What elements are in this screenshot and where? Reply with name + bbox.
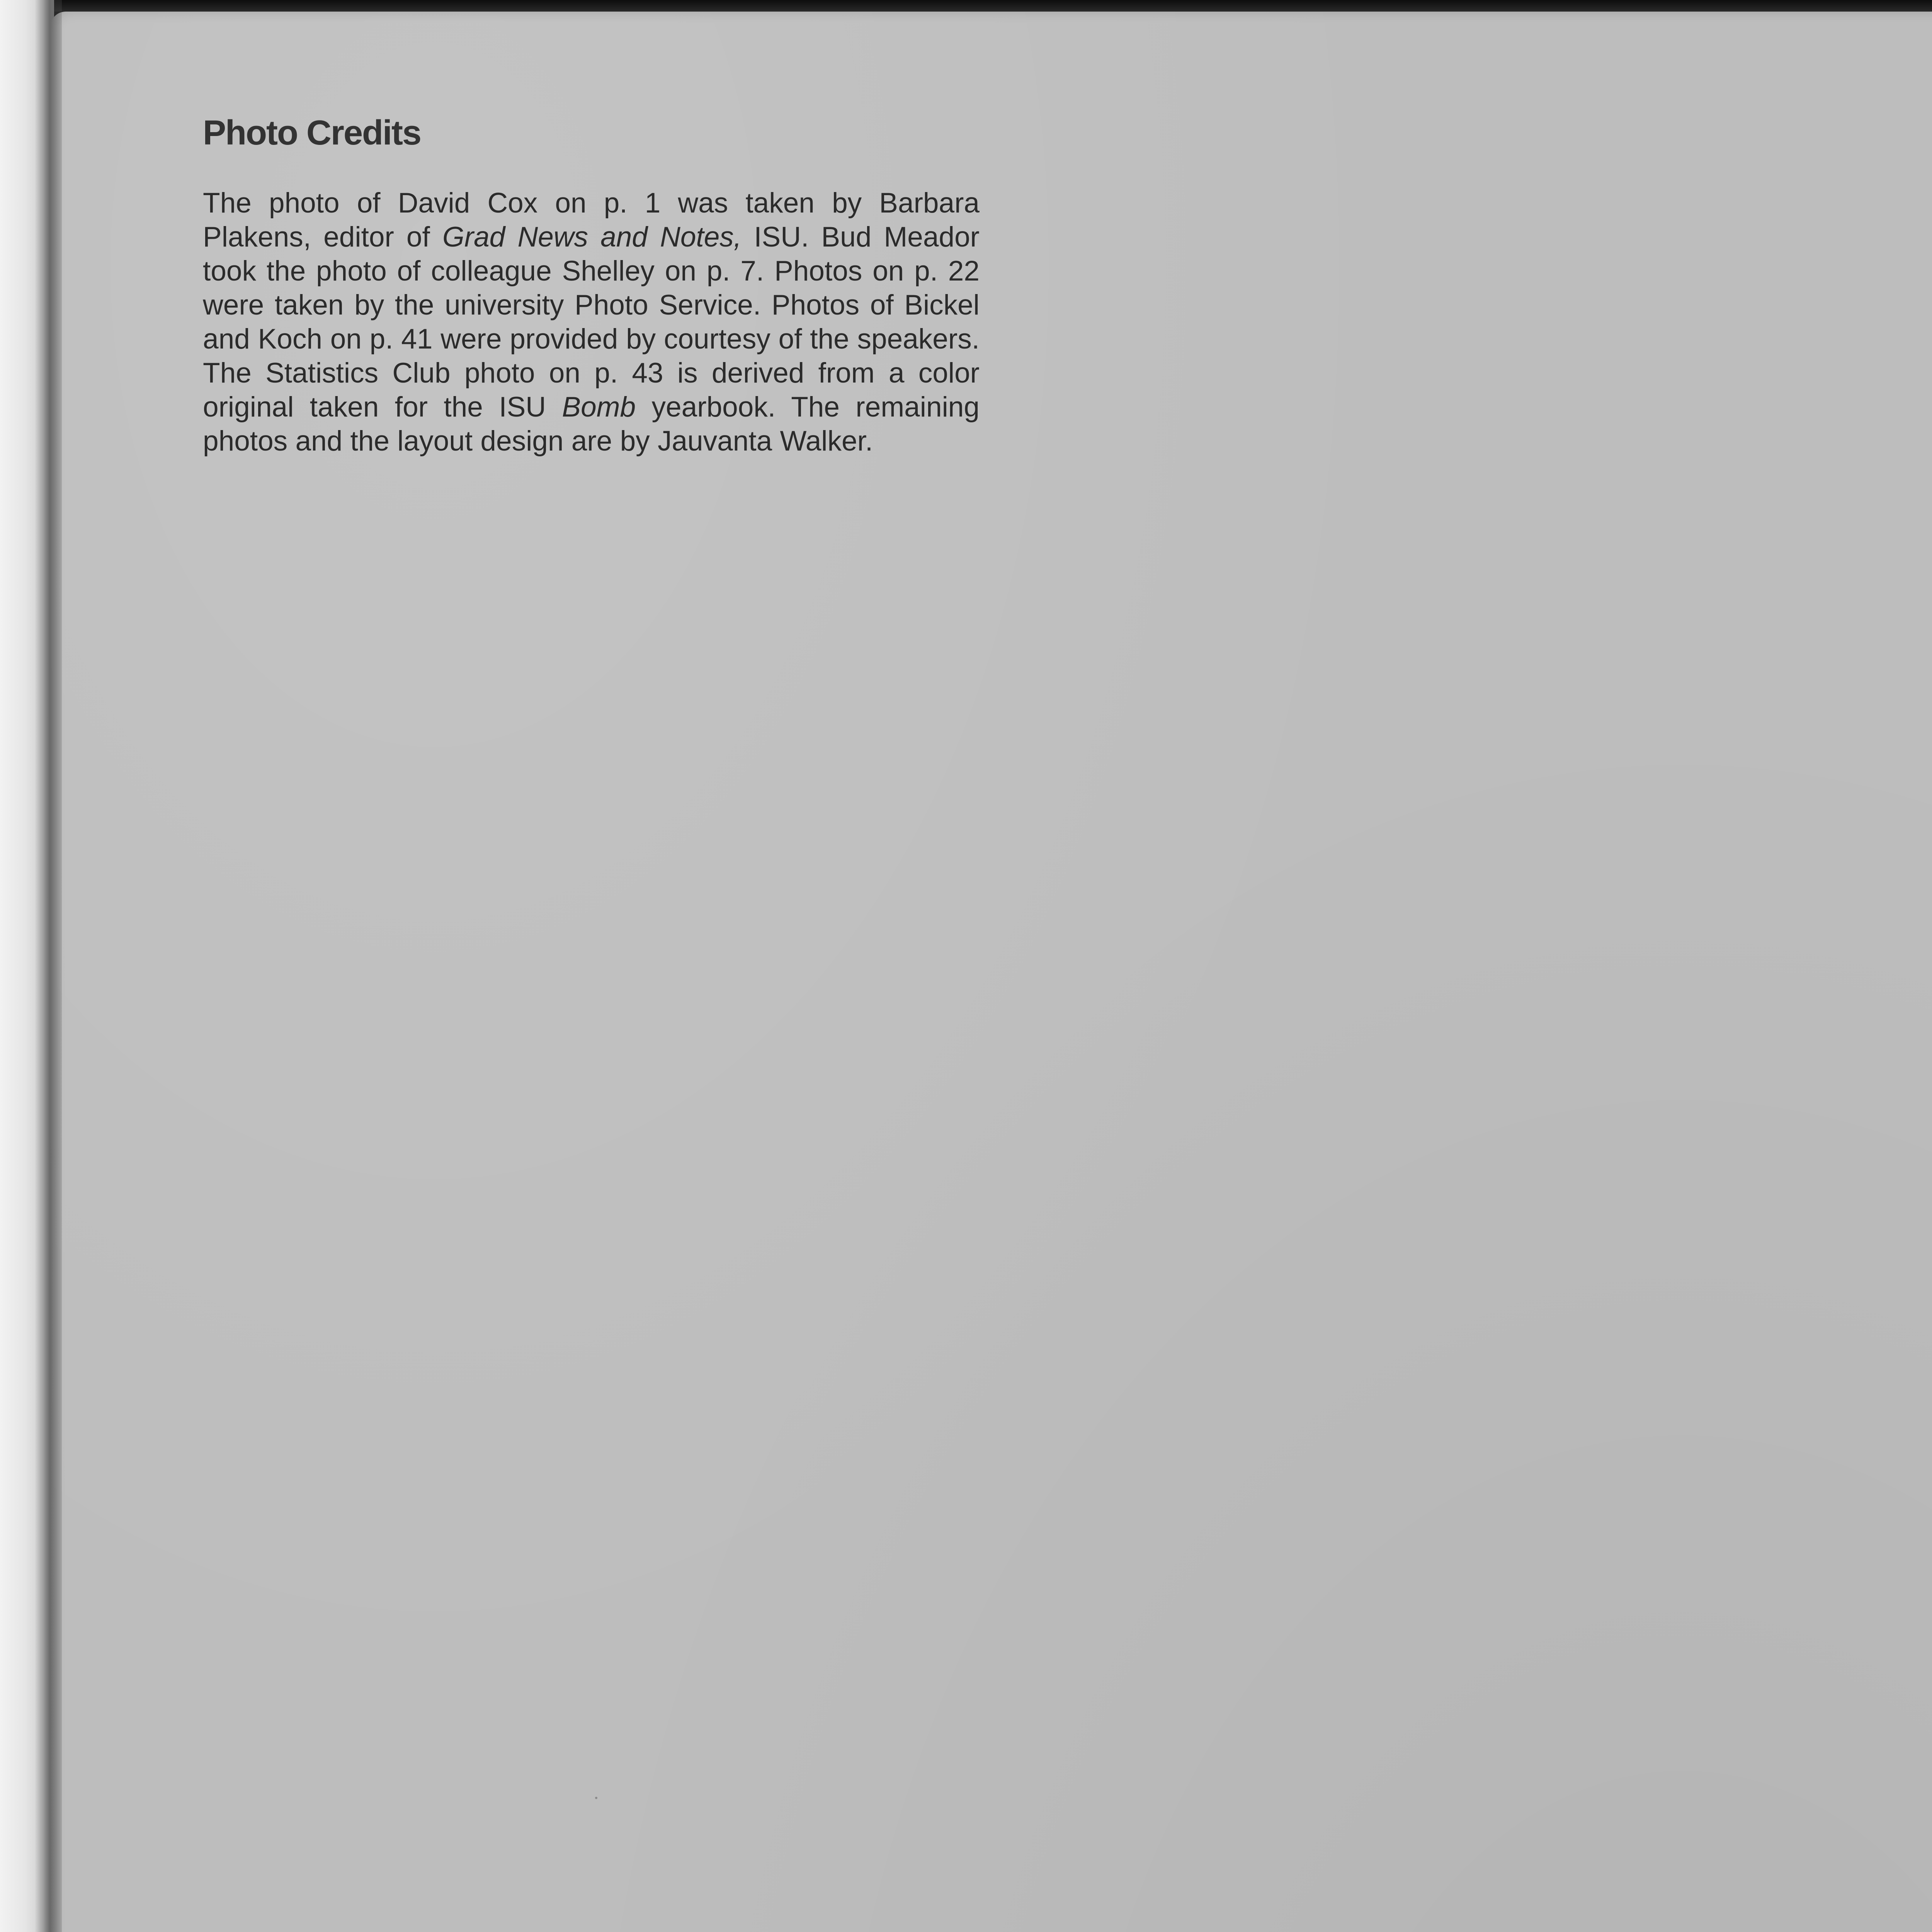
scan-speck: [595, 1797, 597, 1799]
credits-text-2: ISU. Bud Meador took the photo of colleague Shelley on p. 7. Photos on p. 22 were taken by the university Photo Service. Photos of Bickel and Koch on p. 41 were provided by courtesy of the speakers. The Statistics Club photo on p. 43 is derived from a color original taken for the ISU: [203, 221, 980, 423]
credits-text-3: yearbook. The remaining photos and the layout design are by Jauvanta Walker.: [203, 391, 980, 457]
binding-gutter: [35, 0, 62, 1932]
section-heading: Photo Credits: [203, 114, 421, 152]
credits-text-1: The photo of David Cox on p. 1 was taken by Barbara Plakens, editor of: [203, 187, 980, 253]
scan-top-edge: [0, 0, 1932, 12]
page: [50, 12, 1932, 1932]
photo-credits-section: [203, 114, 980, 458]
publication-title-bomb: Bomb: [562, 391, 636, 423]
credits-paragraph: [203, 186, 980, 458]
publication-title-grad-news: Grad News and Notes,: [442, 221, 742, 253]
